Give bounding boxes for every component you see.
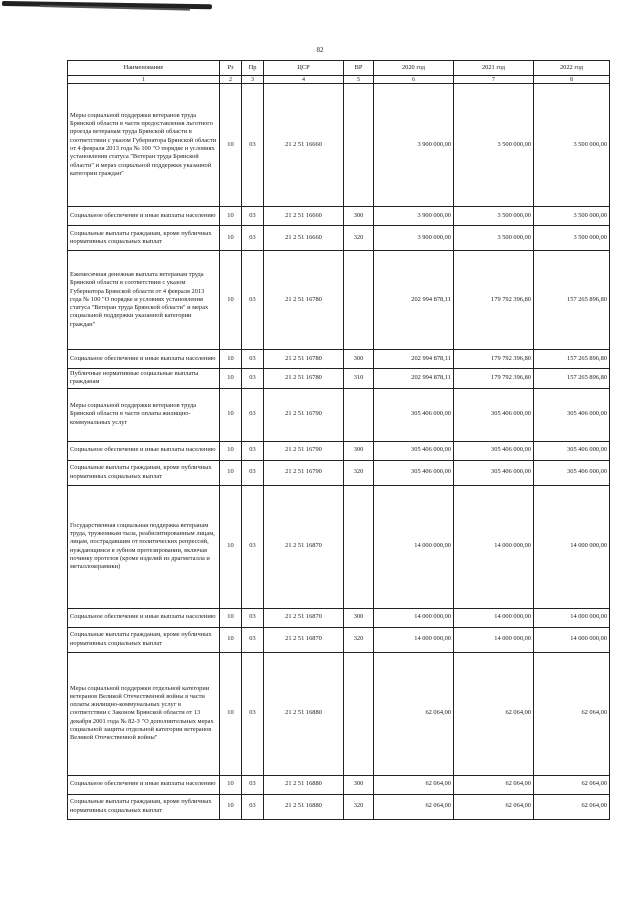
cell-2021: 14 000 000,00 [454, 627, 534, 652]
cell-pr: 03 [242, 460, 264, 485]
cell-vr: 320 [344, 627, 374, 652]
header-2020: 2020 год [374, 61, 454, 76]
table-row [68, 627, 610, 652]
column-number: 7 [454, 76, 534, 84]
cell-2022: 3 500 000,00 [534, 84, 610, 207]
cell-2022: 62 064,00 [534, 652, 610, 775]
cell-name: Социальные выплаты гражданам, кроме публичных нормативных социальных выплат [68, 460, 220, 485]
cell-pr: 03 [242, 485, 264, 608]
table-row [68, 652, 610, 775]
cell-vr: 300 [344, 350, 374, 369]
cell-name: Меры социальной поддержки отдельной категории ветеранов Великой Отечественной войны в части оплаты жилищно-коммунальных услуг в соответствии с Законом Брянской области от 13 декабря 2001 года № 82-З "О дополнительных мерах социальной защиты отдельной категории ветеранов Великой Отечественной войны" [68, 652, 220, 775]
cell-2020: 62 064,00 [374, 652, 454, 775]
cell-vr [344, 388, 374, 441]
cell-rz: 10 [220, 350, 242, 369]
cell-vr: 320 [344, 794, 374, 819]
cell-2021: 305 406 000,00 [454, 441, 534, 460]
cell-2020: 305 406 000,00 [374, 388, 454, 441]
cell-2021: 62 064,00 [454, 775, 534, 794]
cell-2021: 14 000 000,00 [454, 608, 534, 627]
column-number: 1 [68, 76, 220, 84]
header-csr: ЦСР [264, 61, 344, 76]
cell-2021: 14 000 000,00 [454, 485, 534, 608]
cell-vr [344, 251, 374, 350]
cell-2020: 14 000 000,00 [374, 627, 454, 652]
cell-csr: 21 2 51 16790 [264, 388, 344, 441]
cell-pr: 03 [242, 794, 264, 819]
cell-2020: 202 994 878,11 [374, 369, 454, 389]
cell-csr: 21 2 51 16880 [264, 775, 344, 794]
cell-2020: 305 406 000,00 [374, 460, 454, 485]
cell-pr: 03 [242, 226, 264, 251]
column-number: 6 [374, 76, 454, 84]
cell-2020: 3 900 000,00 [374, 84, 454, 207]
table-row [68, 441, 610, 460]
cell-rz: 10 [220, 369, 242, 389]
cell-name: Социальные выплаты гражданам, кроме публичных нормативных социальных выплат [68, 627, 220, 652]
cell-csr: 21 2 51 16790 [264, 460, 344, 485]
cell-2020: 305 406 000,00 [374, 441, 454, 460]
cell-rz: 10 [220, 226, 242, 251]
cell-2022: 305 406 000,00 [534, 460, 610, 485]
table-row [68, 775, 610, 794]
header-name: Наименование [68, 61, 220, 76]
table-row [68, 608, 610, 627]
cell-2020: 14 000 000,00 [374, 608, 454, 627]
cell-vr: 300 [344, 441, 374, 460]
cell-pr: 03 [242, 388, 264, 441]
header-row [68, 61, 610, 76]
cell-2020: 3 900 000,00 [374, 207, 454, 226]
table-row [68, 794, 610, 819]
column-number: 3 [242, 76, 264, 84]
header-2021: 2021 год [454, 61, 534, 76]
cell-rz: 10 [220, 608, 242, 627]
cell-2022: 62 064,00 [534, 794, 610, 819]
cell-rz: 10 [220, 251, 242, 350]
cell-pr: 03 [242, 350, 264, 369]
cell-rz: 10 [220, 775, 242, 794]
cell-vr: 320 [344, 226, 374, 251]
cell-csr: 21 2 51 16780 [264, 350, 344, 369]
cell-rz: 10 [220, 652, 242, 775]
table-row [68, 350, 610, 369]
cell-name: Социальное обеспечение и иные выплаты населению [68, 608, 220, 627]
cell-name: Социальное обеспечение и иные выплаты населению [68, 350, 220, 369]
column-number-row [68, 76, 610, 84]
cell-2021: 305 406 000,00 [454, 460, 534, 485]
cell-2022: 305 406 000,00 [534, 441, 610, 460]
table-row [68, 207, 610, 226]
cell-csr: 21 2 51 16870 [264, 627, 344, 652]
cell-2021: 3 500 000,00 [454, 207, 534, 226]
cell-pr: 03 [242, 627, 264, 652]
table-row [68, 485, 610, 608]
cell-name: Меры социальной поддержки ветеранов труда Брянской области в части оплаты жилищно-коммунальных услуг [68, 388, 220, 441]
cell-vr [344, 652, 374, 775]
table-row [68, 84, 610, 207]
cell-vr: 300 [344, 775, 374, 794]
cell-2020: 14 000 000,00 [374, 485, 454, 608]
cell-pr: 03 [242, 207, 264, 226]
cell-2022: 14 000 000,00 [534, 485, 610, 608]
cell-name: Публичные нормативные социальные выплаты гражданам [68, 369, 220, 389]
cell-2021: 179 792 396,80 [454, 350, 534, 369]
cell-rz: 10 [220, 485, 242, 608]
cell-name: Социальные выплаты гражданам, кроме публичных нормативных социальных выплат [68, 794, 220, 819]
cell-2020: 62 064,00 [374, 775, 454, 794]
header-pr: Пр [242, 61, 264, 76]
cell-2021: 179 792 396,80 [454, 369, 534, 389]
cell-csr: 21 2 51 16870 [264, 485, 344, 608]
cell-rz: 10 [220, 441, 242, 460]
table-row [68, 251, 610, 350]
cell-csr: 21 2 51 16790 [264, 441, 344, 460]
budget-table [67, 60, 610, 820]
cell-vr: 320 [344, 460, 374, 485]
cell-2022: 3 500 000,00 [534, 226, 610, 251]
cell-csr: 21 2 51 16880 [264, 652, 344, 775]
cell-pr: 03 [242, 652, 264, 775]
cell-vr: 300 [344, 608, 374, 627]
cell-2021: 62 064,00 [454, 652, 534, 775]
cell-pr: 03 [242, 775, 264, 794]
cell-vr: 310 [344, 369, 374, 389]
cell-2022: 14 000 000,00 [534, 608, 610, 627]
cell-name: Социальное обеспечение и иные выплаты населению [68, 775, 220, 794]
column-number: 2 [220, 76, 242, 84]
cell-name: Социальное обеспечение и иные выплаты населению [68, 441, 220, 460]
cell-2020: 62 064,00 [374, 794, 454, 819]
cell-2022: 157 265 896,80 [534, 251, 610, 350]
cell-rz: 10 [220, 627, 242, 652]
cell-2022: 305 406 000,00 [534, 388, 610, 441]
cell-2021: 3 500 000,00 [454, 84, 534, 207]
table-row [68, 226, 610, 251]
table-body [68, 84, 610, 820]
page-number: 82 [316, 46, 324, 54]
column-number: 8 [534, 76, 610, 84]
cell-name: Социальные выплаты гражданам, кроме публичных нормативных социальных выплат [68, 226, 220, 251]
cell-rz: 10 [220, 460, 242, 485]
header-2022: 2022 год [534, 61, 610, 76]
table-row [68, 460, 610, 485]
cell-2020: 3 900 000,00 [374, 226, 454, 251]
cell-2022: 157 265 896,80 [534, 369, 610, 389]
cell-csr: 21 2 51 16660 [264, 207, 344, 226]
cell-2021: 179 792 396,80 [454, 251, 534, 350]
table-row [68, 369, 610, 389]
cell-name: Государственная социальная поддержка ветеранам труда, труженикам тыла, реабилитированным лицам, лицам, пострадавшим от политических репрессий, нуждающимся в зубном протезировании, включая починку протезов (кроме изделий из драгметалла и металлокерамики) [68, 485, 220, 608]
table-row [68, 388, 610, 441]
cell-2022: 14 000 000,00 [534, 627, 610, 652]
cell-vr [344, 84, 374, 207]
header-vr: ВР [344, 61, 374, 76]
cell-2021: 305 406 000,00 [454, 388, 534, 441]
header-rz: Рз [220, 61, 242, 76]
cell-name: Социальное обеспечение и иные выплаты населению [68, 207, 220, 226]
cell-rz: 10 [220, 207, 242, 226]
cell-rz: 10 [220, 388, 242, 441]
cell-2021: 62 064,00 [454, 794, 534, 819]
cell-2022: 157 265 896,80 [534, 350, 610, 369]
cell-rz: 10 [220, 84, 242, 207]
column-number: 5 [344, 76, 374, 84]
cell-pr: 03 [242, 369, 264, 389]
cell-csr: 21 2 51 16780 [264, 251, 344, 350]
cell-2022: 3 500 000,00 [534, 207, 610, 226]
cell-2021: 3 500 000,00 [454, 226, 534, 251]
cell-name: Меры социальной поддержки ветеранов труда Брянской области в части предоставления льготного проезда ветеранам труда Брянской области в соответствии с указом Губернатора Брянской области от 4 февраля 2013 года № 100 "О порядке и условиях установления статуса "Ветеран труда Брянской области" и мерах социальной поддержки указанной категории граждан" [68, 84, 220, 207]
cell-rz: 10 [220, 794, 242, 819]
cell-2022: 62 064,00 [534, 775, 610, 794]
cell-vr: 300 [344, 207, 374, 226]
cell-vr [344, 485, 374, 608]
cell-csr: 21 2 51 16870 [264, 608, 344, 627]
cell-pr: 03 [242, 251, 264, 350]
cell-csr: 21 2 51 16780 [264, 369, 344, 389]
cell-csr: 21 2 51 16660 [264, 226, 344, 251]
cell-name: Ежемесячная денежная выплата ветеранам труда Брянской области в соответствии с указом Губернатора Брянской области от 4 февраля 2013 года № 100 "О порядке и условиях установления статуса "Ветеран труда Брянской области" и мерах социальной поддержки указанной категории граждан" [68, 251, 220, 350]
cell-2020: 202 994 878,11 [374, 350, 454, 369]
cell-2020: 202 994 878,11 [374, 251, 454, 350]
cell-csr: 21 2 51 16660 [264, 84, 344, 207]
cell-csr: 21 2 51 16880 [264, 794, 344, 819]
cell-pr: 03 [242, 84, 264, 207]
cell-pr: 03 [242, 608, 264, 627]
column-number: 4 [264, 76, 344, 84]
cell-pr: 03 [242, 441, 264, 460]
